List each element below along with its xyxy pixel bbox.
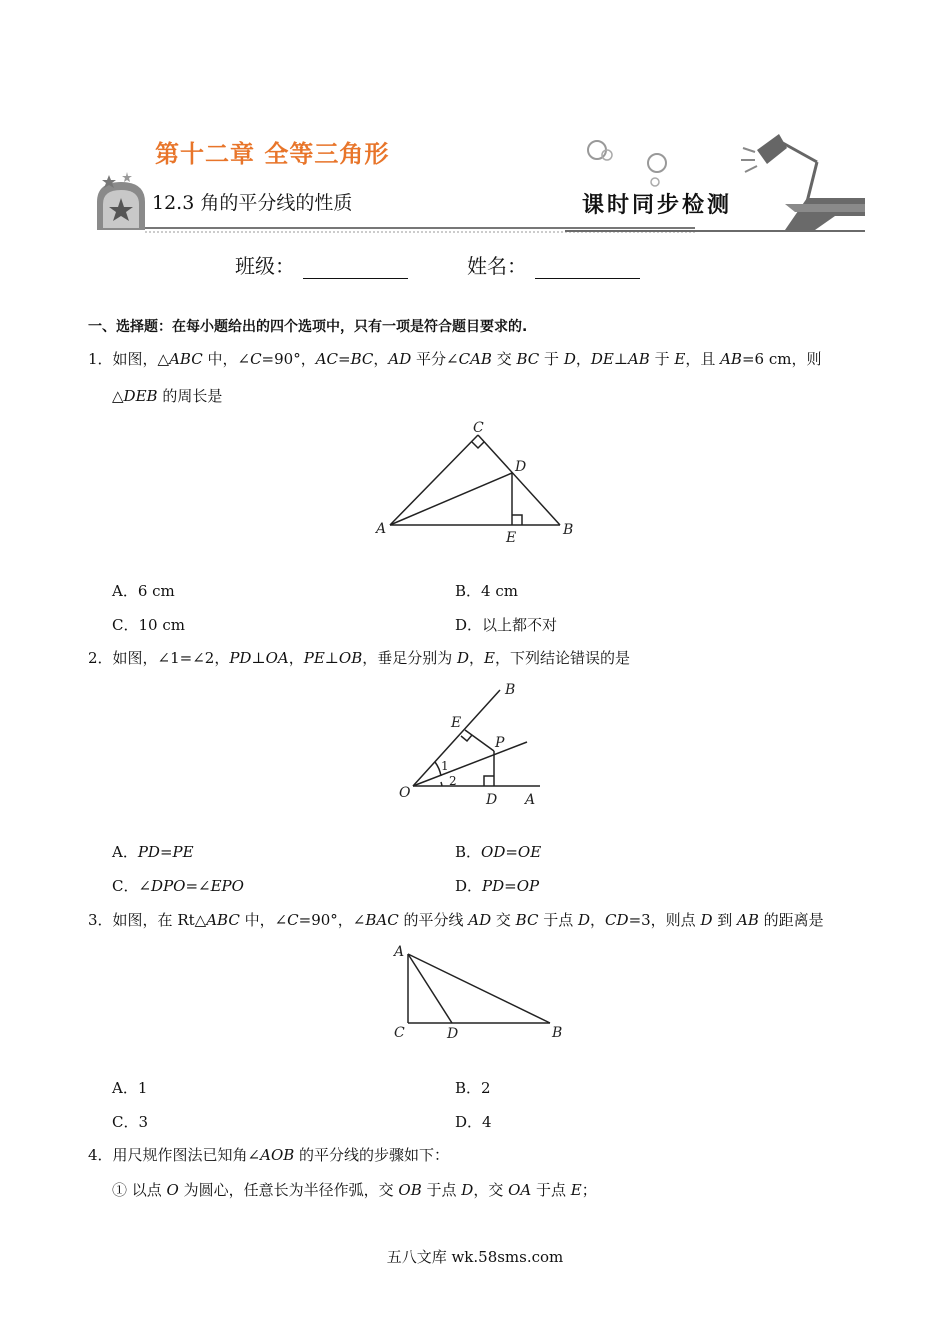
q3-option-c[interactable]: C．3 xyxy=(112,1113,149,1131)
figure-1 xyxy=(370,415,585,550)
class-label: 班级： xyxy=(235,254,295,278)
svg-text:B: B xyxy=(563,522,574,538)
question-2: 2．如图，∠1=∠2，PD⊥OA，PE⊥OB，垂足分别为 D，E，下列结论错误的是 xyxy=(88,649,631,667)
svg-text:P: P xyxy=(495,735,505,751)
q1-option-a[interactable]: A．6 cm xyxy=(112,582,175,600)
q2-option-b[interactable]: B．OD=OE xyxy=(455,843,542,861)
q3-option-b[interactable]: B．2 xyxy=(455,1079,491,1097)
q1-option-b[interactable]: B．4 cm xyxy=(455,582,518,600)
q2-option-a[interactable]: A．PD=PE xyxy=(112,843,194,861)
q3-option-a[interactable]: A．1 xyxy=(112,1079,148,1097)
svg-text:A: A xyxy=(525,792,536,808)
svg-text:D: D xyxy=(447,1026,459,1042)
name-label: 姓名： xyxy=(467,254,527,278)
q2-option-c[interactable]: C．∠DPO=∠EPO xyxy=(112,877,244,895)
figure-3 xyxy=(390,940,575,1045)
section-title: 12.3 角的平分线的性质 xyxy=(152,192,353,214)
sync-check-label: 课时同步检测 xyxy=(582,192,733,218)
svg-text:B: B xyxy=(552,1025,563,1041)
svg-text:B: B xyxy=(505,682,516,698)
svg-text:O: O xyxy=(399,785,411,801)
svg-text:1: 1 xyxy=(441,759,449,773)
class-field xyxy=(235,250,408,279)
svg-text:C: C xyxy=(473,420,484,436)
svg-text:E: E xyxy=(506,530,517,546)
question-4: 4．用尺规作图法已知角∠AOB 的平分线的步骤如下： xyxy=(88,1146,450,1164)
figure-2 xyxy=(395,678,555,810)
q2-option-d[interactable]: D．PD=OP xyxy=(455,877,540,895)
q1-option-d[interactable]: D．以上都不对 xyxy=(455,616,558,634)
question-1: 1．如图，△ABC 中，∠C=90°，AC=BC，AD 平分∠CAB 交 BC 于 D，DE⊥AB 于 E，且 AB=6 cm，则 xyxy=(88,350,822,368)
chapter-title: 第十二章 全等三角形 xyxy=(155,140,390,168)
name-input-line[interactable] xyxy=(535,260,640,279)
page-footer: 五八文库 wk.58sms.com xyxy=(386,1248,564,1266)
question-4-step-1: ① 以点 O 为圆心，任意长为半径作弧，交 OB 于点 D，交 OA 于点 E； xyxy=(112,1181,597,1199)
q3-option-d[interactable]: D．4 xyxy=(455,1113,492,1131)
svg-text:D: D xyxy=(486,792,498,808)
svg-text:2: 2 xyxy=(449,774,457,788)
svg-text:D: D xyxy=(515,459,527,475)
svg-text:E: E xyxy=(451,715,462,731)
name-field xyxy=(467,250,640,279)
q1-option-c[interactable]: C．10 cm xyxy=(112,616,185,634)
svg-text:A: A xyxy=(394,944,405,960)
question-3: 3．如图，在 Rt△ABC 中，∠C=90°，∠BAC 的平分线 AD 交 BC 于点 D，CD=3，则点 D 到 AB 的距离是 xyxy=(88,911,824,929)
star-badge-icon xyxy=(97,172,145,230)
class-input-line[interactable] xyxy=(303,260,408,279)
svg-text:A: A xyxy=(376,521,387,537)
svg-text:C: C xyxy=(394,1025,405,1041)
question-1-line2: △DEB 的周长是 xyxy=(112,387,223,405)
desk-lamp-icon xyxy=(741,134,817,202)
part-heading: 一、选择题：在每小题给出的四个选项中，只有一项是符合题目要求的. xyxy=(88,319,528,335)
